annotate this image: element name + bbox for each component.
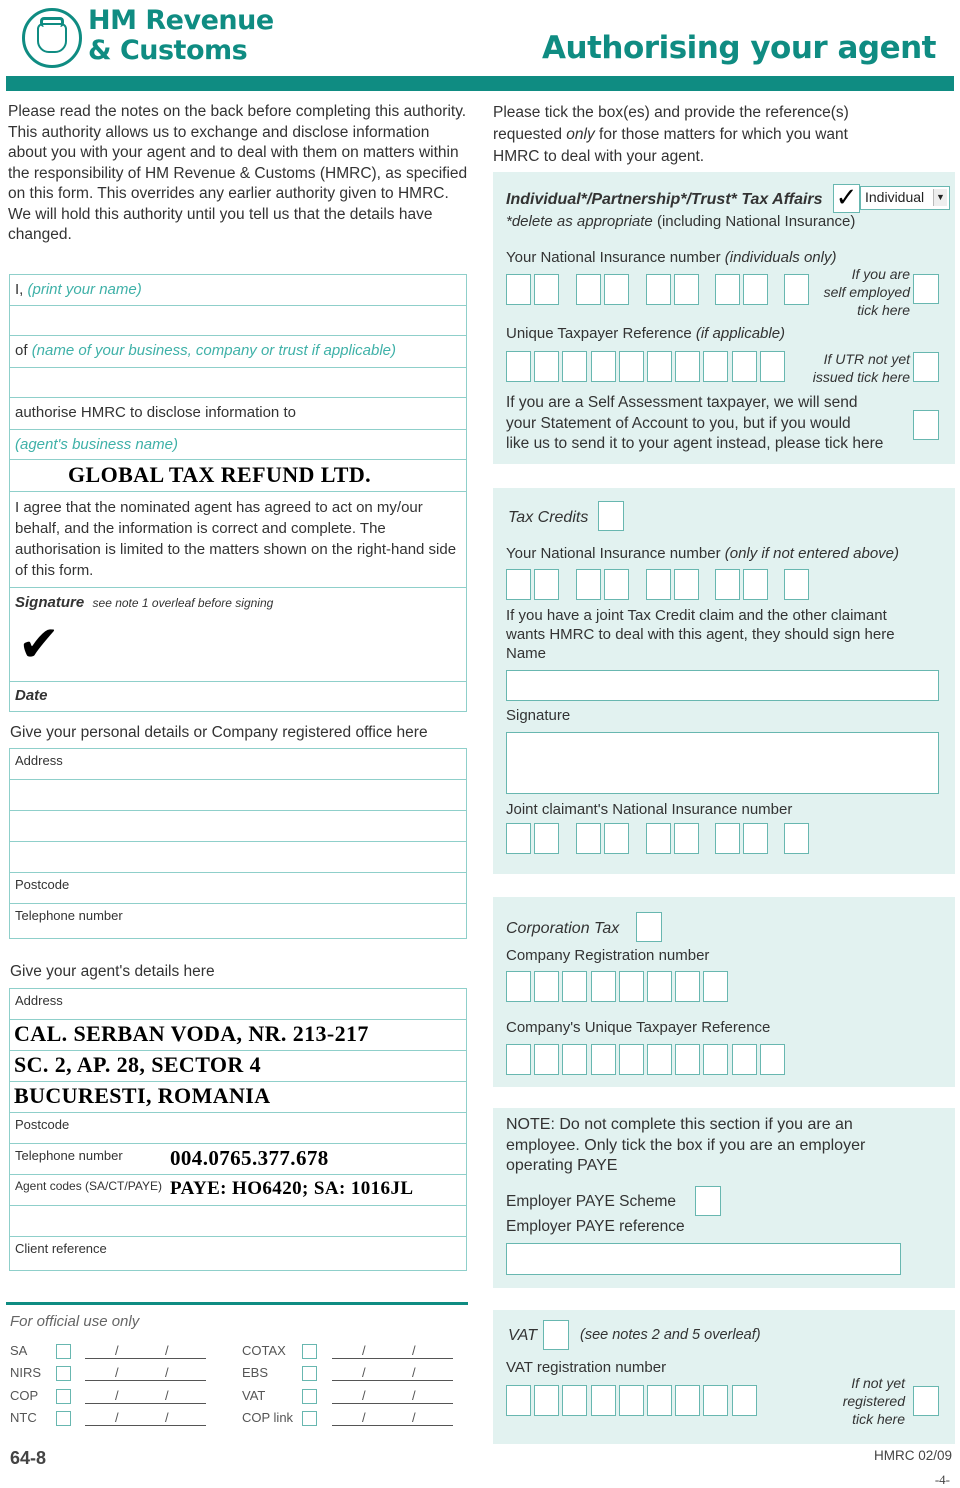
paye-reference-field[interactable] [506,1243,901,1275]
tax-credits-ni-char-box[interactable] [646,569,671,600]
joint-claimant-ni-char-box[interactable] [743,823,768,854]
agent-postcode-field[interactable]: Postcode [9,1113,467,1144]
official-checkbox[interactable] [302,1366,317,1381]
agent-codes-field[interactable]: Agent codes (SA/CT/PAYE) [9,1175,467,1206]
official-date-line[interactable] [332,1358,453,1359]
company-utr-char-box[interactable] [675,1044,700,1075]
joint-signature-label: Signature [506,707,571,724]
utr-char-box[interactable] [675,351,700,382]
company-registration-char-box[interactable] [703,971,728,1002]
page-title: Authorising your agent [542,30,936,66]
utr-char-box[interactable] [619,351,644,382]
vat-notes: (see notes 2 and 5 overleaf) [580,1327,761,1343]
official-checkbox[interactable] [56,1366,71,1381]
individual-tick-box[interactable]: ✓ [833,184,860,213]
agent-address-field[interactable]: Address [9,988,467,1020]
tax-credits-ni-char-box[interactable] [784,569,809,600]
official-checkbox[interactable] [56,1344,71,1359]
vat-tick-box[interactable] [543,1320,569,1350]
individual-ni-char-box[interactable] [506,274,531,305]
agent-codes-line-2[interactable] [9,1206,467,1237]
official-checkbox[interactable] [302,1411,317,1426]
official-date-line[interactable] [85,1425,206,1426]
joint-claimant-ni-char-box[interactable] [674,823,699,854]
utr-char-box[interactable] [703,351,728,382]
paye-reference-label: Employer PAYE reference [506,1218,685,1235]
individual-ni-char-box[interactable] [715,274,740,305]
joint-claimant-ni-char-box[interactable] [534,823,559,854]
company-utr-char-box[interactable] [703,1044,728,1075]
paye-scheme-tick-box[interactable] [695,1186,721,1216]
agent-telephone-field[interactable]: Telephone number [9,1144,467,1175]
official-date-separator: / [115,1343,119,1358]
official-date-separator: / [412,1343,416,1358]
official-date-line[interactable] [332,1403,453,1404]
personal-address-line-2[interactable] [9,780,467,811]
company-utr-char-box[interactable] [591,1044,616,1075]
corporation-tax-tick-box[interactable] [636,912,662,942]
company-utr-char-box[interactable] [534,1044,559,1075]
corporation-tax-heading: Corporation Tax [506,920,620,937]
official-code-label: COP link [242,1410,294,1425]
vat-registration-char-box[interactable] [703,1385,728,1416]
utr-char-box[interactable] [732,351,757,382]
official-date-separator: / [115,1388,119,1403]
agent-address-value-1: CAL. SERBAN VODA, NR. 213-217 [14,1021,369,1046]
utr-not-yet-tick-box[interactable] [913,352,939,382]
client-reference-field[interactable]: Client reference [9,1237,467,1271]
utr-char-box[interactable] [591,351,616,382]
joint-claimant-ni-char-box[interactable] [646,823,671,854]
utr-char-box[interactable] [506,351,531,382]
company-utr-char-box[interactable] [647,1044,672,1075]
individual-ni-char-box[interactable] [604,274,629,305]
agent-address-value-3: BUCURESTI, ROMANIA [14,1083,271,1108]
company-utr-char-box[interactable] [506,1044,531,1075]
official-code-label: EBS [242,1365,269,1380]
hmrc-form-code: HMRC 02/09 [873,1448,952,1463]
official-date-line[interactable] [332,1380,453,1381]
official-divider [6,1302,468,1305]
official-date-separator: / [165,1343,169,1358]
form-code: 64-8 [10,1448,47,1468]
joint-claimant-name-field[interactable] [506,670,939,701]
tax-credits-ni-char-box[interactable] [506,569,531,600]
agent-telephone-value: 004.0765.377.678 [170,1146,329,1170]
individual-delete-note: *delete as appropriate (including National Insurance) [506,213,856,230]
individual-ni-char-box[interactable] [784,274,809,305]
official-code-label: NIRS [10,1365,42,1380]
date-field[interactable]: Date [9,682,467,712]
utr-not-yet-text: If UTR not yet issued tick here [812,351,910,385]
company-registration-label: Company Registration number [506,947,710,964]
vat-registration-char-box[interactable] [534,1385,559,1416]
official-checkbox[interactable] [56,1389,71,1404]
utr-char-box[interactable] [534,351,559,382]
vat-not-registered-text: If not yet registered tick here [842,1375,905,1427]
individual-ni-char-box[interactable] [576,274,601,305]
agent-address-value-2: SC. 2, AP. 28, SECTOR 4 [14,1052,261,1077]
official-date-separator: / [165,1365,169,1380]
tax-credits-heading: Tax Credits [508,509,589,526]
official-date-separator: / [412,1365,416,1380]
company-utr-char-box[interactable] [619,1044,644,1075]
vat-registration-char-box[interactable] [562,1385,587,1416]
joint-claim-text: If you have a joint Tax Credit claim and the other claimant wants HMRC to deal with this agent, they should sign here Name [506,607,895,662]
official-date-line[interactable] [85,1380,206,1381]
tax-credits-ni-label: Your National Insurance number (only if not entered above) [506,545,900,562]
tax-credits-ni-char-box[interactable] [576,569,601,600]
paye-note: NOTE: Do not complete this section if you are an employee. Only tick the box if you are an employer operating PAYE [506,1116,866,1174]
official-date-separator: / [362,1343,366,1358]
vat-registration-char-box[interactable] [591,1385,616,1416]
official-use-heading: For official use only [10,1313,140,1330]
official-date-separator: / [362,1410,366,1425]
personal-details-heading: Give your personal details or Company registered office here [10,724,428,741]
official-date-separator: / [412,1388,416,1403]
vat-registration-char-box[interactable] [732,1385,757,1416]
tax-credits-ni-char-box[interactable] [743,569,768,600]
company-utr-char-box[interactable] [760,1044,785,1075]
joint-claimant-ni-char-box[interactable] [784,823,809,854]
personal-address-field[interactable]: Address [9,748,467,780]
official-date-line[interactable] [85,1403,206,1404]
paye-scheme-label: Employer PAYE Scheme [506,1193,676,1210]
official-date-separator: / [412,1410,416,1425]
personal-postcode-field[interactable]: Postcode [9,873,467,904]
brand-name: HM Revenue & Customs [88,5,274,66]
company-utr-label: Company's Unique Taxpayer Reference [506,1019,771,1036]
individual-ni-char-box[interactable] [646,274,671,305]
utr-char-box[interactable] [647,351,672,382]
self-assessment-text: If you are a Self Assessment taxpayer, we will send your Statement of Account to you, but if you would like us to send it to your agent instead, please tick here [506,394,884,452]
print-name-field[interactable] [9,306,467,336]
company-registration-char-box[interactable] [562,971,587,1002]
company-registration-char-box[interactable] [647,971,672,1002]
company-registration-char-box[interactable] [534,971,559,1002]
print-name-label-row: I, (print your name) [9,274,467,306]
official-date-separator: / [165,1388,169,1403]
company-registration-char-box[interactable] [675,971,700,1002]
joint-claimant-ni-char-box[interactable] [576,823,601,854]
official-code-label: COP [10,1388,39,1403]
chevron-down-icon: ▼ [933,189,947,206]
agent-business-name-value: GLOBAL TAX REFUND LTD. [68,462,372,487]
vat-heading: VAT [508,1327,538,1344]
personal-telephone-field[interactable]: Telephone number [9,904,467,939]
individual-heading: Individual*/Partnership*/Trust* Tax Affairs [506,191,823,208]
official-date-separator: / [362,1365,366,1380]
vat-registration-char-box[interactable] [675,1385,700,1416]
joint-claimant-signature-field[interactable] [506,732,939,794]
individual-ni-char-box[interactable] [743,274,768,305]
official-checkbox[interactable] [302,1344,317,1359]
individual-ni-char-box[interactable] [534,274,559,305]
tax-credits-tick-box[interactable] [598,501,624,531]
business-name-label-row: of (name of your business, company or trust if applicable) [9,336,467,368]
official-checkbox[interactable] [302,1389,317,1404]
hmrc-crest-logo [22,8,82,68]
tax-credits-ni-char-box[interactable] [534,569,559,600]
utr-char-box[interactable] [760,351,785,382]
official-code-label: SA [10,1343,28,1358]
joint-claimant-ni-char-box[interactable] [604,823,629,854]
self-employed-tick-box[interactable] [913,274,939,304]
agent-details-heading: Give your agent's details here [10,963,215,980]
company-registration-char-box[interactable] [506,971,531,1002]
agent-hint-row: (agent's business name) [9,430,467,460]
joint-ni-label: Joint claimant's National Insurance number [506,801,793,818]
personal-address-line-3[interactable] [9,811,467,842]
signature-field[interactable]: Signature see note 1 overleaf before signing [9,588,467,682]
official-date-line[interactable] [332,1425,453,1426]
official-code-label: VAT [242,1388,266,1403]
tax-credits-ni-char-box[interactable] [604,569,629,600]
company-registration-char-box[interactable] [591,971,616,1002]
right-intro-text: Please tick the box(es) and provide the reference(s) requested only for those matters for which you want HMRC to deal with your agent. [493,104,849,165]
authorise-label-row: authorise HMRC to disclose information to [9,398,467,430]
vat-registration-char-box[interactable] [647,1385,672,1416]
vat-registration-label: VAT registration number [506,1359,667,1376]
tax-credits-ni-char-box[interactable] [715,569,740,600]
official-date-separator: / [115,1365,119,1380]
utr-char-box[interactable] [562,351,587,382]
agent-codes-value: PAYE: HO6420; SA: 1016JL [170,1178,414,1199]
individual-ni-label: Your National Insurance number (individuals only) [506,249,837,266]
agreement-text-row: I agree that the nominated agent has agreed to act on my/our behalf, and the information is correct and complete. The authorisation is limited to the matters shown on the right-hand side of this form. [9,492,467,588]
joint-claimant-ni-char-box[interactable] [506,823,531,854]
official-code-label: NTC [10,1410,37,1425]
vat-registration-char-box[interactable] [506,1385,531,1416]
official-date-separator: / [165,1410,169,1425]
official-code-label: COTAX [242,1343,286,1358]
personal-address-line-4[interactable] [9,842,467,873]
individual-ni-char-box[interactable] [674,274,699,305]
company-utr-char-box[interactable] [732,1044,757,1075]
left-intro-text: Please read the notes on the back before completing this authority. This authority allows us to exchange and disclose information about you with your agent and to deal with them on matters within the responsibility of HM Revenue & Customs (HMRC), as specified on this form. This overrides any earlier authority given to HMRC. We will hold this authority until you tell us that the details have changed. [8,103,468,243]
official-checkbox[interactable] [56,1411,71,1426]
vat-not-registered-tick-box[interactable] [913,1386,939,1416]
header-divider [6,76,954,91]
official-date-separator: / [362,1388,366,1403]
joint-claimant-ni-char-box[interactable] [715,823,740,854]
vat-registration-char-box[interactable] [619,1385,644,1416]
self-employed-text: If you are self employed tick here [823,266,910,318]
tax-credits-ni-char-box[interactable] [674,569,699,600]
business-name-field[interactable] [9,368,467,398]
page-number: -4- [934,1472,950,1487]
official-date-separator: / [115,1410,119,1425]
company-registration-char-box[interactable] [619,971,644,1002]
statement-to-agent-tick-box[interactable] [913,410,939,440]
company-utr-char-box[interactable] [562,1044,587,1075]
individual-type-select[interactable]: Individual ▼ [860,186,950,210]
signature-checkmark: ✔ [18,615,60,673]
utr-label: Unique Taxpayer Reference (if applicable) [506,325,786,342]
official-date-line[interactable] [85,1358,206,1359]
